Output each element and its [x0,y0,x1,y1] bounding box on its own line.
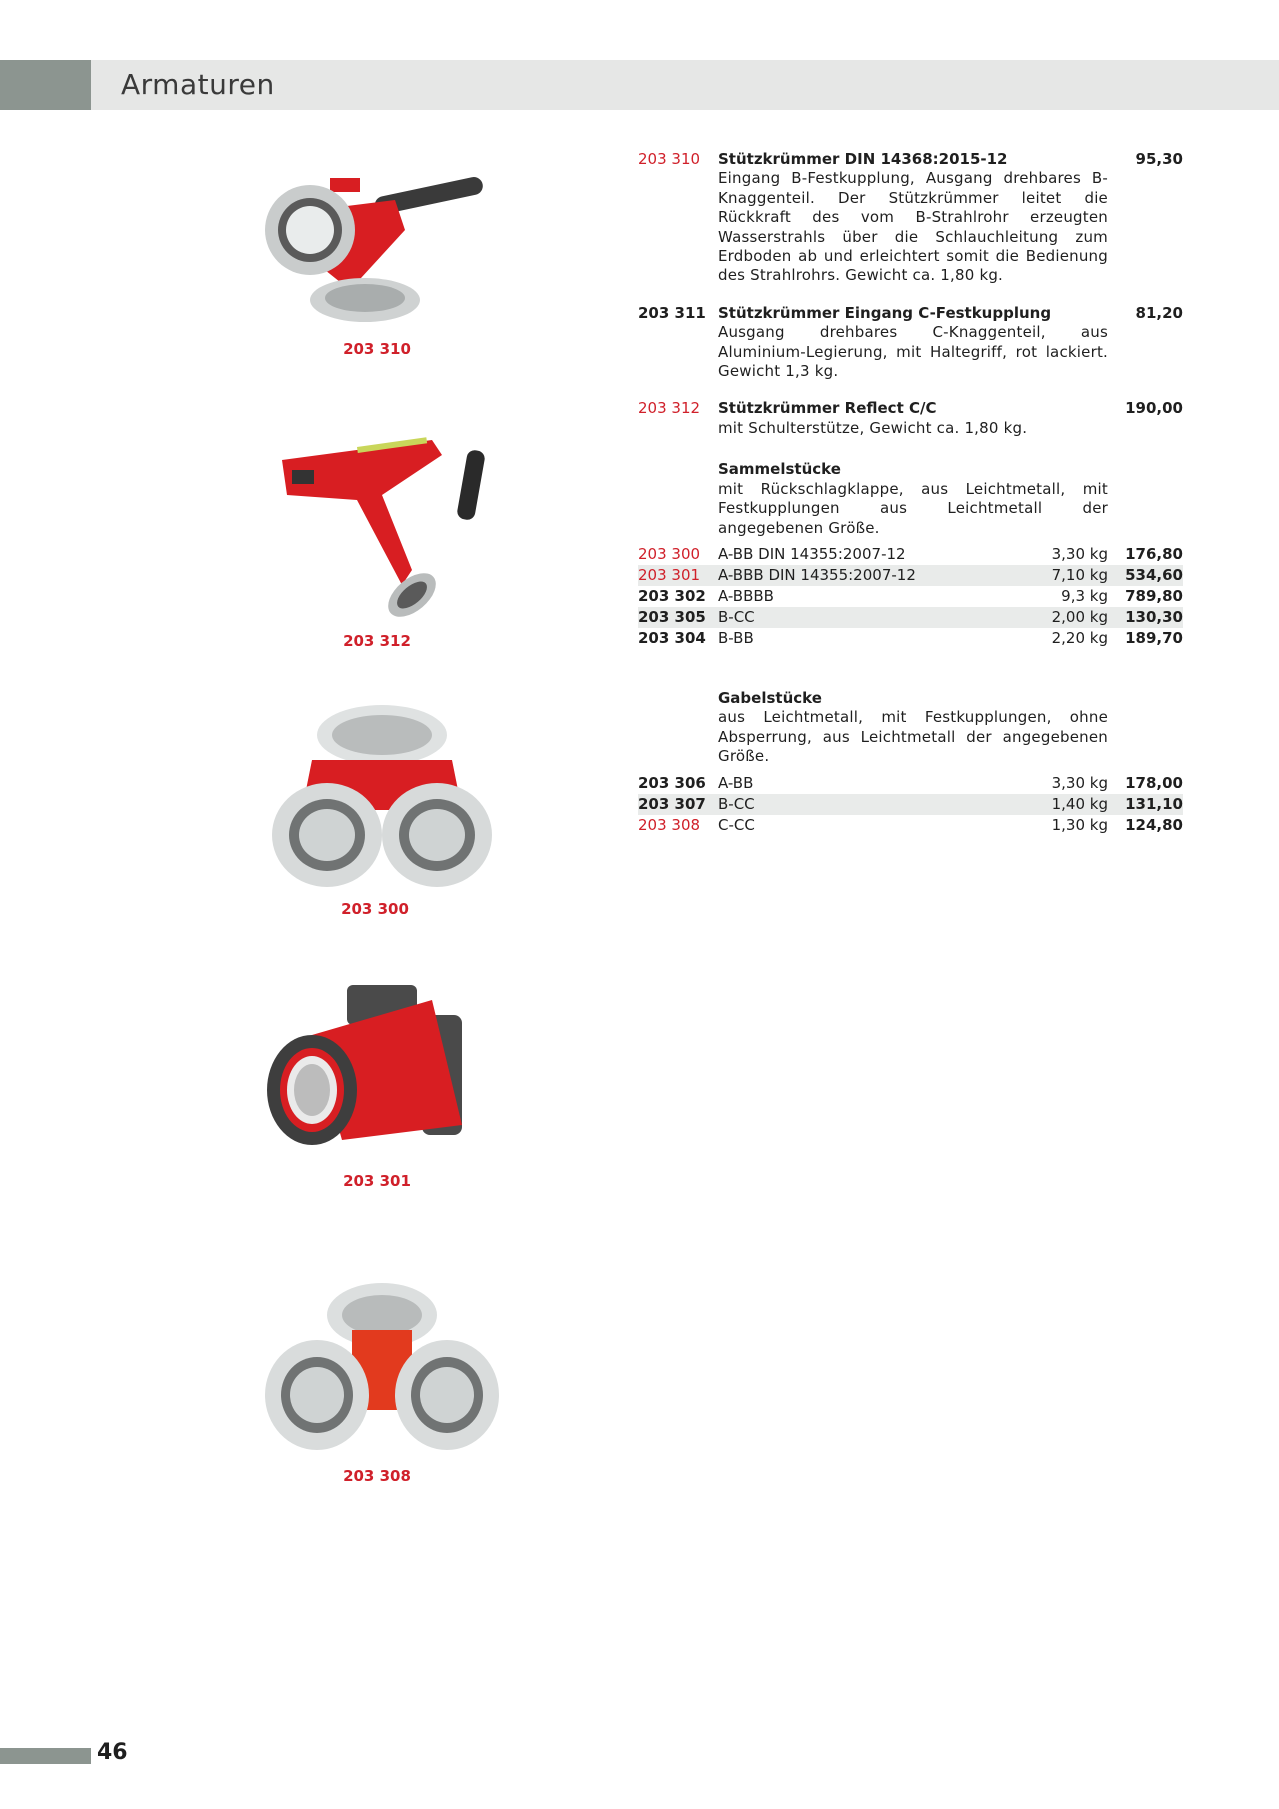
row-name: A-BB [718,773,754,792]
section-title: Gabelstücke [718,688,822,707]
gabelstueck-ccc-image [262,1280,502,1460]
table-row [638,794,1183,815]
row-weight: 7,10 kg [1051,565,1108,584]
article-number: 203 312 [638,399,701,418]
table-row [638,586,1183,607]
article-price: 190,00 [1125,399,1183,418]
stuetzkruemmer-reflect-image [262,420,507,630]
row-weight: 3,30 kg [1051,773,1108,792]
row-price: 189,70 [1125,628,1183,647]
catalog-entry [638,304,1183,382]
image-caption-203301: 203 301 [343,1172,411,1190]
row-price: 178,00 [1125,773,1183,792]
section-description: mit Rückschlagklappe, aus Leichtmetall, mit Festkupplungen aus Leichtmetall der angegebenen Größe. [718,479,1108,537]
sammelstueck-abbb-image [262,975,492,1185]
row-name: B-CC [718,607,755,626]
sammelstueck-abb-image [262,700,502,895]
row-weight: 2,00 kg [1051,607,1108,626]
gabelstuecke-section [638,689,1183,836]
row-number: 203 306 [638,773,706,792]
table-row [638,565,1183,586]
row-weight: 3,30 kg [1051,544,1108,563]
row-weight: 9,3 kg [1061,586,1108,605]
article-price: 81,20 [1135,303,1183,322]
article-number: 203 310 [638,150,701,168]
table-row [638,815,1183,836]
catalog-column [638,150,1183,836]
image-caption-203308: 203 308 [343,1467,411,1485]
image-caption-203300: 203 300 [341,900,409,918]
table-row [638,773,1183,794]
row-name: A-BBBB [718,586,774,605]
article-title: Stützkrümmer DIN 14368:2015-12 [718,150,1008,168]
row-name: B-BB [718,628,754,647]
row-price: 789,80 [1125,586,1183,605]
row-weight: 2,20 kg [1051,628,1108,647]
row-number: 203 305 [638,607,706,626]
row-number: 203 307 [638,794,706,813]
catalog-entry [638,399,1183,438]
row-name: C-CC [718,815,755,834]
row-weight: 1,40 kg [1051,794,1108,813]
row-name: B-CC [718,794,755,813]
table-row [638,544,1183,565]
row-price: 131,10 [1125,794,1183,813]
header-accent-block [0,60,91,110]
row-number: 203 302 [638,586,706,605]
row-weight: 1,30 kg [1051,815,1108,834]
row-name: A-BB DIN 14355:2007-12 [718,544,906,563]
row-price: 124,80 [1125,815,1183,834]
page-number: 46 [97,1740,128,1765]
article-title: Stützkrümmer Eingang C-Festkupplung [718,303,1052,322]
image-caption-203310: 203 310 [343,340,411,358]
section-description: aus Leichtmetall, mit Festkupplungen, ohne Absperrung, aus Leichtmetall der angegebenen Größe. [718,708,1108,766]
article-description: Ausgang drehbares C-Knaggenteil, aus Aluminium-Legierung, mit Haltegriff, rot lackiert. Gewicht 1,3 kg. [718,323,1108,381]
stuetzkruemmer-image [255,170,505,330]
row-price: 534,60 [1125,565,1183,584]
article-price: 95,30 [1135,150,1183,168]
row-name: A-BBB DIN 14355:2007-12 [718,565,916,584]
row-number: 203 300 [638,544,701,563]
sammelstuecke-section [638,460,1183,649]
article-number: 203 311 [638,303,706,322]
article-description: mit Schulterstütze, Gewicht ca. 1,80 kg. [718,418,1028,437]
row-number: 203 304 [638,628,706,647]
row-number: 203 301 [638,565,701,584]
table-row [638,607,1183,628]
table-row [638,628,1183,649]
footer-accent-bar [0,1748,91,1764]
row-number: 203 308 [638,815,701,834]
section-title: Sammelstücke [718,460,841,479]
article-title: Stützkrümmer Reflect C/C [718,399,937,418]
article-description: Eingang B-Festkupplung, Ausgang drehbares B-Knaggenteil. Der Stützkrümmer leitet die Rückkraft des vom B-Strahlrohr erzeugten Wasserstrahls über die Schlauchleitung zum Erdboden ab und erleichtert somit die Bedienung des Strahlrohrs. Gewicht ca. 1,80 kg. [718,169,1108,285]
row-price: 176,80 [1125,544,1183,563]
catalog-entry [638,150,1183,286]
row-price: 130,30 [1125,607,1183,626]
image-caption-203312: 203 312 [343,632,411,650]
page-title: Armaturen [121,68,275,101]
